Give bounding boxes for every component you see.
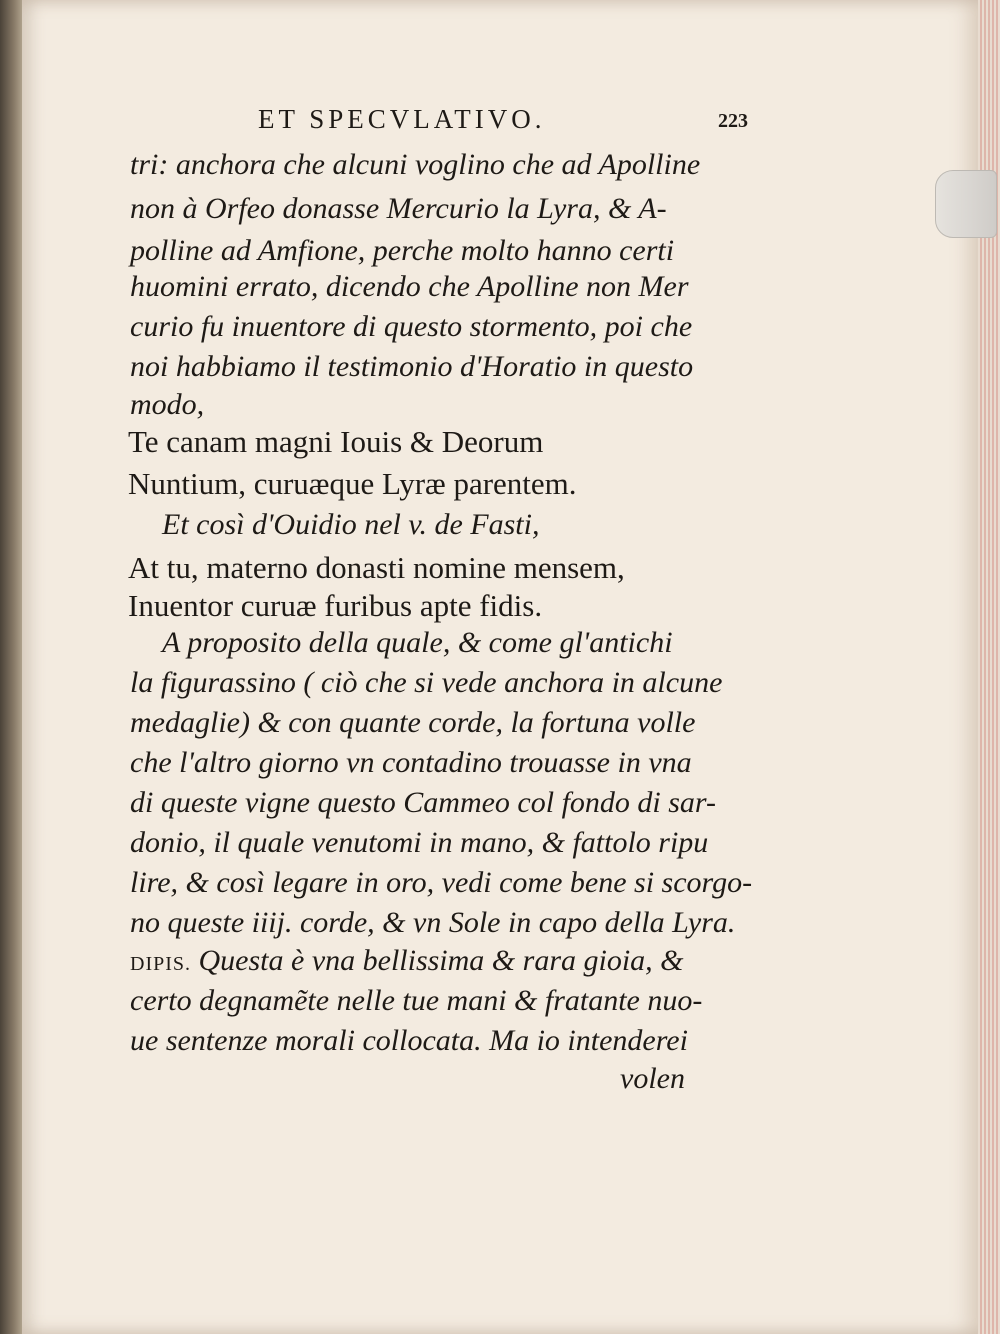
text-line: la figurassino ( ciò che si vede anchora in alcune	[130, 666, 723, 699]
text-line: certo degnamẽte nelle tue mani & fratante nuo-	[130, 984, 703, 1017]
text-line: Nuntium, curuæque Lyræ parentem.	[128, 466, 577, 501]
text-line	[130, 944, 684, 978]
text-line: Te canam magni Iouis & Deorum	[128, 424, 544, 459]
text-line: Inuentor curuæ furibus apte fidis.	[128, 588, 543, 623]
page-number: 223	[718, 110, 748, 132]
book-binding-edge	[0, 0, 24, 1334]
text-line: lire, & così legare in oro, vedi come bene si scorgo-	[130, 866, 753, 899]
text-line: huomini errato, dicendo che Apolline non Mer	[130, 270, 689, 303]
text-line: curio fu inuentore di questo stormento, poi che	[130, 310, 693, 343]
text-line: donio, il quale venutomi in mano, & fattolo ripu	[130, 826, 709, 859]
text-line: noi habbiamo il testimonio d'Horatio in questo	[130, 350, 694, 383]
text-line: Et così d'Ouidio nel v. de Fasti,	[162, 508, 540, 541]
text-line: ue sentenze morali collocata. Ma io intenderei	[130, 1024, 688, 1057]
catchword: volen	[620, 1062, 685, 1095]
speaker-text: Questa è vna bellissima & rara gioia, &	[198, 944, 684, 977]
text-line: non à Orfeo donasse Mercurio la Lyra, & A-	[130, 192, 667, 225]
plastic-page-tab	[935, 170, 997, 238]
text-line: no queste iiij. corde, & vn Sole in capo della Lyra.	[130, 906, 736, 939]
speaker-label: DIPIS.	[130, 953, 192, 975]
text-line: di queste vigne questo Cammeo col fondo di sar-	[130, 786, 716, 819]
text-line: A proposito della quale, & come gl'antichi	[162, 626, 673, 659]
text-line: che l'altro giorno vn contadino trouasse in vna	[130, 746, 692, 779]
text-line: medaglie) & con quante corde, la fortuna volle	[130, 706, 696, 739]
text-line: modo,	[130, 388, 205, 421]
running-head: ET SPECVLATIVO.	[258, 104, 546, 134]
text-line: At tu, materno donasti nomine mensem,	[128, 550, 625, 585]
text-line: tri: anchora che alcuni voglino che ad Apolline	[130, 148, 701, 181]
text-line: polline ad Amfione, perche molto hanno certi	[130, 234, 675, 267]
